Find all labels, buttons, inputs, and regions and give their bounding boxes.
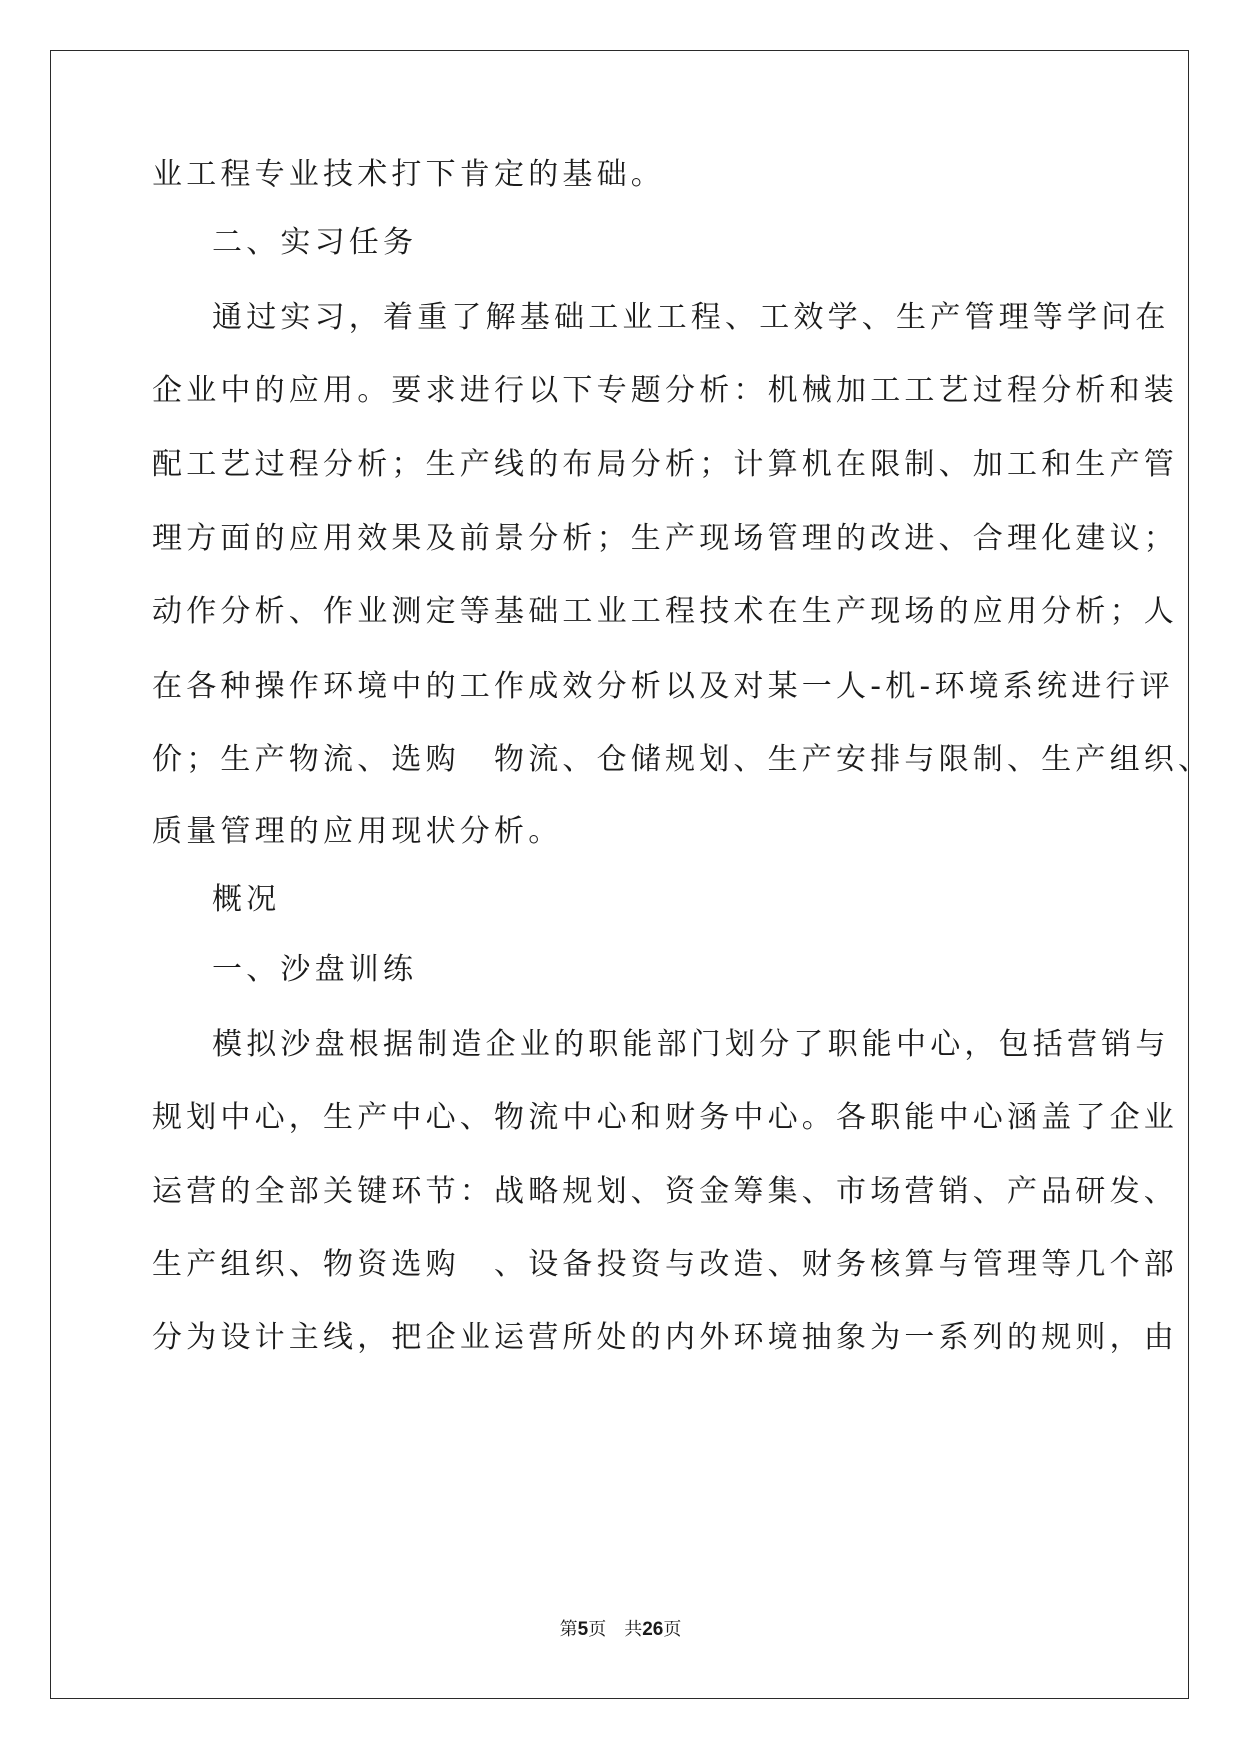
text-line-10: 质量管理的应用现状分析。 [152,814,563,849]
section-heading-sandbox-training: 一、沙盘训练 [212,952,418,987]
text-line-15: 运营的全部关键环节：战略规划、资金筹集、市场营销、产品研发、 [152,1174,1178,1209]
text-line-7: 动作分析、作业测定等基础工业工程技术在生产现场的应用分析；人 [152,594,1178,629]
footer-middle: 页 共 [588,1619,643,1640]
section-heading-internship-tasks: 二、实习任务 [212,225,418,260]
text-line-5: 配工艺过程分析；生产线的布局分析；计算机在限制、加工和生产管 [152,447,1178,482]
text-line-6: 理方面的应用效果及前景分析；生产现场管理的改进、合理化建议； [152,521,1178,556]
text-line-9: 价；生产物流、选购 物流、仓储规划、生产安排与限制、生产组织、 [152,742,1213,777]
text-line-1: 业工程专业技术打下肯定的基础。 [152,157,665,192]
page-footer [0,1618,1241,1642]
text-line-3: 通过实习，着重了解基础工业工程、工效学、生产管理等学问在 [212,300,1170,335]
section-heading-overview: 概况 [212,882,281,917]
text-line-16: 生产组织、物资选购 、设备投资与改造、财务核算与管理等几个部 [152,1247,1178,1282]
footer-total-pages: 26 [642,1619,664,1640]
text-line-8: 在各种操作环境中的工作成效分析以及对某一人-机-环境系统进行评 [152,669,1174,704]
text-line-13: 模拟沙盘根据制造企业的职能部门划分了职能中心，包括营销与 [212,1027,1170,1062]
footer-suffix: 页 [663,1619,682,1640]
footer-prefix: 第 [559,1619,578,1640]
text-line-4: 企业中的应用。要求进行以下专题分析：机械加工工艺过程分析和装 [152,373,1178,408]
text-line-17: 分为设计主线，把企业运营所处的内外环境抽象为一系列的规则，由 [152,1320,1178,1355]
footer-current-page: 5 [577,1619,589,1640]
text-line-14: 规划中心，生产中心、物流中心和财务中心。各职能中心涵盖了企业 [152,1100,1178,1135]
